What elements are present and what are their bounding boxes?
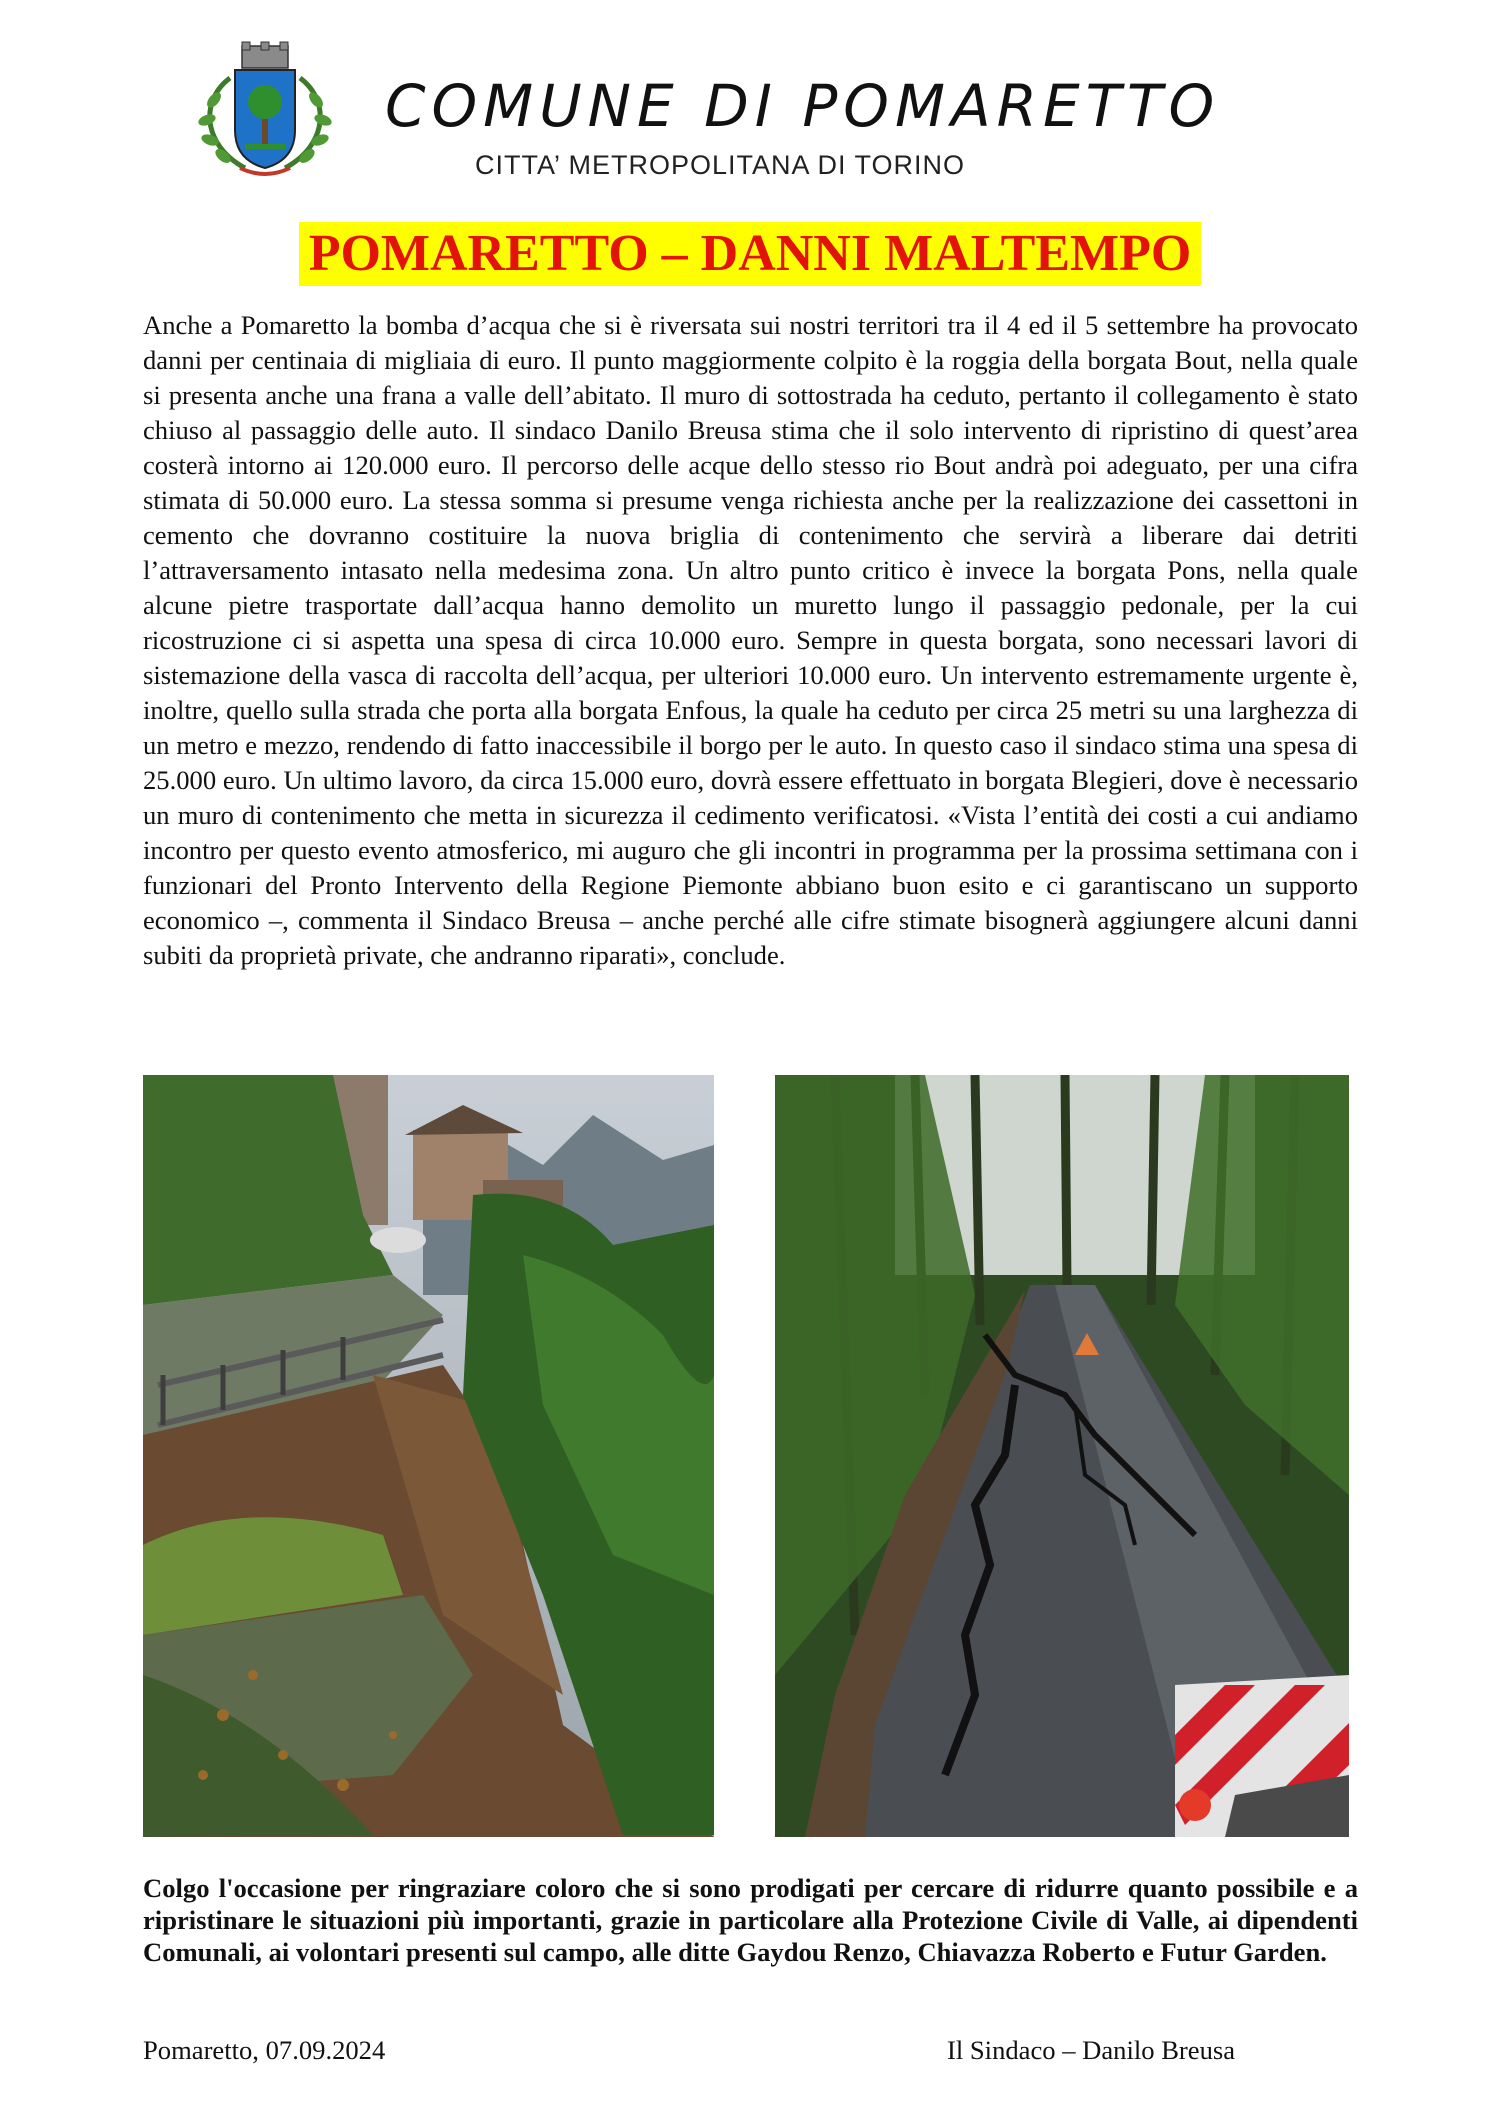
thanks-paragraph: Colgo l'occasione per ringraziare coloro che si sono prodigati per cercare di ridurre quanto possibile e a ripristinare le situazioni più importanti, grazie in particolare alla Protezione Civile di Valle, ai dipendenti Comunali, ai volontari presenti sul campo, alle ditte Gaydou Renzo, Chiavazza Roberto e Futur Garden. — [143, 1873, 1358, 1967]
article-body: Anche a Pomaretto la bomba d’acqua che si è riversata sui nostri territori tra il 4 ed il 5 settembre ha provocato danni per centinaia di migliaia di euro. Il punto maggiormente colpito è la roggia della borgata Bout, nella quale si presenta anche una frana a valle dell’abitato. Il muro di sottostrada ha ceduto, pertanto il collegamento è stato chiuso al passaggio delle auto. Il sindaco Danilo Breusa stima che il solo intervento di ripristino di quest’area costerà intorno ai 120.000 euro. Il percorso delle acque dello stesso rio Bout andrà poi adeguato, per una cifra stimata di 50.000 euro. La stessa somma si presume venga richiesta anche per la realizzazione dei cassettoni in cemento che dovranno costituire la nuova briglia di contenimento che servirà a liberare dai detriti l’attraversamento intasato nella medesima zona. Un altro punto critico è invece la borgata Pons, nella quale alcune pietre trasportate dall’acqua hanno demolito un muretto lungo il passaggio pedonale, per la cui ricostruzione ci si aspetta una spesa di circa 10.000 euro. Sempre in questa borgata, sono necessari lavori di sistemazione della vasca di raccolta dell’acqua, per ulteriori 10.000 euro. Un intervento estremamente urgente è, inoltre, quello sulla strada che porta alla borgata Enfous, la quale ha ceduto per circa 25 metri su una larghezza di un metro e mezzo, rendendo di fatto inaccessibile il borgo per le auto. In questo caso il sindaco stima una spesa di 25.000 euro. Un ultimo lavoro, da circa 15.000 euro, dovrà essere effettuato in borgata Blegieri, dove è necessario un muro di contenimento che metta in sicurezza il cedimento verificatosi. «Vista l’entità dei costi a cui andiamo incontro per questo evento atmosferico, mi auguro che gli incontri in programma per la prossima settimana con i funzionari del Pronto Intervento della Regione Piemonte abbiano buon esito e ci garantiscano un supporto economico –, commenta il Sindaco Breusa – anche perché alle cifre stimate bisognerà aggiungere alcuni danni subiti da proprietà private, che andranno riparati», conclude. — [143, 310, 1358, 970]
municipality-title: COMUNE DI POMARETTO — [385, 72, 1221, 140]
headline-container — [0, 222, 1500, 286]
municipality-subtitle: CITTA’ METROPOLITANA DI TORINO — [475, 150, 966, 180]
headline: POMARETTO – DANNI MALTEMPO — [299, 222, 1202, 286]
mayor-signature: Il Sindaco – Danilo Breusa — [947, 2035, 1236, 2065]
landslide-photo — [143, 1075, 714, 1837]
cracked-road-photo — [775, 1075, 1349, 1837]
municipal-crest-icon — [190, 40, 340, 185]
place-date: Pomaretto, 07.09.2024 — [143, 2035, 386, 2065]
letterhead — [190, 40, 1310, 190]
